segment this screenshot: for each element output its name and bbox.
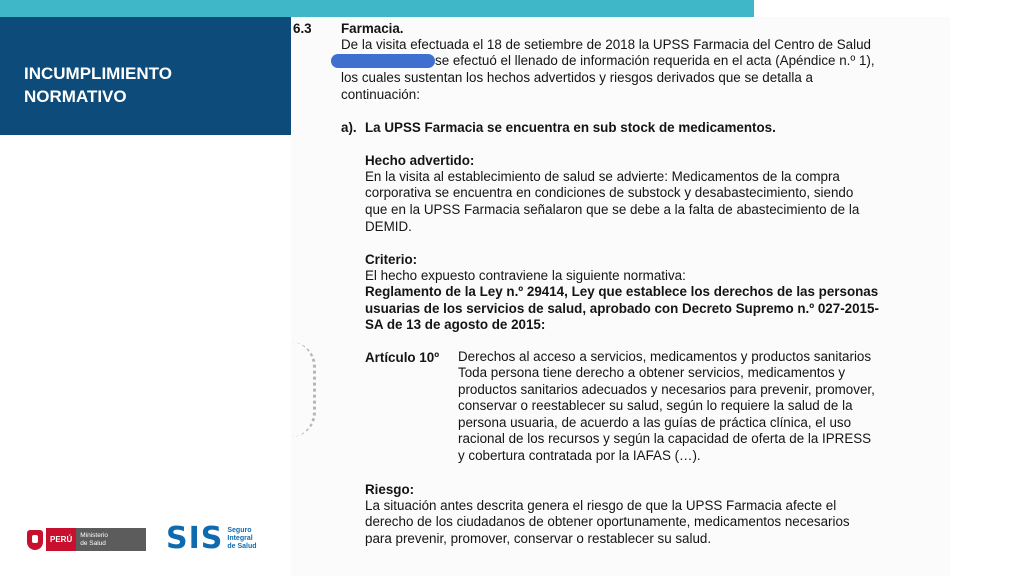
slide-title <box>24 62 284 108</box>
sis-sub-line2: Integral <box>227 535 253 542</box>
criterio-line: El hecho expuesto contraviene la siguiente normativa: <box>365 268 686 283</box>
ministerio-line2: de Salud <box>80 539 106 547</box>
hecho-line: corporativa se encuentra en condiciones de substock y desabastecimiento, siendo <box>365 185 854 200</box>
hecho-heading: Hecho advertido: <box>365 153 475 168</box>
slide-title-line1: INCUMPLIMIENTO <box>24 64 172 83</box>
criterio-bold-line: usuarias de los servicios de salud, aprobado con Decreto Supremo n.º 027-2015- <box>365 301 879 316</box>
riesgo-line: derecho de los ciudadanos de obtener oportunamente, medicamentos necesarios <box>365 514 850 529</box>
title-panel <box>0 17 291 135</box>
articulo-line: productos sanitarios adecuados y necesarios para prevenir, promover, <box>458 382 875 397</box>
hecho-line: En la visita al establecimiento de salud se advierte: Medicamentos de la compra <box>365 169 840 184</box>
articulo-label: Artículo 10º <box>365 350 440 365</box>
sis-sub-line1: Seguro <box>227 527 252 534</box>
intro-line: los cuales sustentan los hechos advertidos y riesgos derivados que se detalla a <box>341 70 813 85</box>
peru-label: PERÚ <box>46 528 76 551</box>
section-title: Farmacia. <box>341 21 404 36</box>
articulo-line: persona usuaria, de acuerdo a las guías de práctica clínica, el uso <box>458 415 852 430</box>
articulo-line: racional de los recursos y según la capacidad de oferta de la IPRESS <box>458 431 872 446</box>
articulo-line: Toda persona tiene derecho a obtener servicios, medicamentos y <box>458 365 846 380</box>
accent-band <box>0 0 754 17</box>
ministerio-label <box>76 528 146 551</box>
intro-line: se efectuó el llenado de información requerida en el acta (Apéndice n.º 1), <box>435 53 875 68</box>
riesgo-heading: Riesgo: <box>365 482 415 497</box>
intro-line: continuación: <box>341 87 420 102</box>
criterio-bold-line: Reglamento de la Ley n.º 29414, Ley que establece los derechos de las personas <box>365 284 879 299</box>
intro-line: De la visita efectuada el 18 de setiembre de 2018 la UPSS Farmacia del Centro de Salud <box>341 37 871 52</box>
riesgo-line: La situación antes descrita genera el riesgo de que la UPSS Farmacia afecte el <box>365 498 837 513</box>
ministerio-salud-logo <box>27 528 146 551</box>
sis-subtitle <box>227 527 256 551</box>
articulo-line: conservar o reestablecer su salud, según lo requiere la salud de la <box>458 398 853 413</box>
criterio-heading: Criterio: <box>365 252 418 267</box>
redaction-mark <box>331 54 435 68</box>
stamp-seal <box>291 342 316 437</box>
sis-logo <box>166 521 257 556</box>
item-title: La UPSS Farmacia se encuentra en sub stock de medicamentos. <box>365 120 776 135</box>
section-number: 6.3 <box>293 21 312 36</box>
articulo-line: Derechos al acceso a servicios, medicamentos y productos sanitarios <box>458 349 872 364</box>
hecho-line: que en la UPSS Farmacia señalaron que se debe a la falta de abastecimiento de la <box>365 202 860 217</box>
criterio-bold-line: SA de 13 de agosto de 2015: <box>365 317 546 332</box>
accent-band-cut <box>735 0 749 17</box>
scanned-document <box>291 17 950 576</box>
ministerio-line1: Ministerio <box>80 531 109 539</box>
slide-title-line2: NORMATIVO <box>24 87 127 106</box>
sis-sub-line3: de Salud <box>227 543 257 550</box>
hecho-line: DEMID. <box>365 219 412 234</box>
riesgo-line: para prevenir, promover, conservar o restablecer su salud. <box>365 531 712 546</box>
coat-of-arms-icon <box>27 530 43 550</box>
articulo-line: y cobertura contratada por la IAFAS (…). <box>458 448 701 463</box>
sis-wordmark: SIS <box>166 521 224 556</box>
item-label: a). <box>341 120 357 135</box>
